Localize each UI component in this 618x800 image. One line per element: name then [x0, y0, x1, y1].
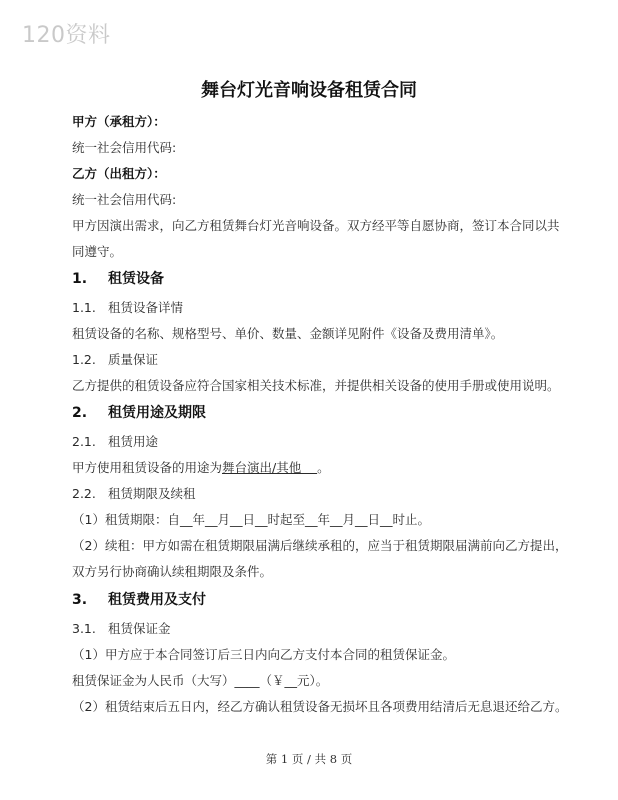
page-footer: 第 1 页 / 共 8 页 [265, 752, 353, 766]
clause-2-1-text [72, 460, 552, 476]
intro-line-1: 甲方因演出需求，向乙方租赁舞台灯光音响设备。双方经平等自愿协商，签订本合同以共 [72, 218, 560, 233]
section-number: 2. [72, 405, 88, 421]
clause-title: 租赁设备详情 [108, 300, 184, 315]
clause-3-1-deposit-amount: 租赁保证金为人民币（大写）____（￥__元）。 [72, 673, 329, 688]
section-number: 1. [72, 271, 88, 287]
clause-title: 租赁用途 [108, 434, 159, 449]
section-number: 3. [72, 592, 88, 608]
clause-title: 质量保证 [108, 352, 159, 367]
section-title: 租赁设备 [108, 271, 164, 287]
clause-number: 1.2. [72, 352, 96, 367]
usage-prefix: 甲方使用租赁设备的用途为 [72, 460, 223, 475]
clause-number: 1.1. [72, 300, 96, 315]
clause-1-2-heading [72, 352, 552, 368]
section-title: 租赁费用及支付 [108, 592, 206, 608]
watermark: 120资料 [22, 23, 111, 48]
party-a-credit-code: 统一社会信用代码: [72, 140, 177, 155]
clause-title: 租赁期限及续租 [108, 486, 196, 501]
clause-1-1-heading [72, 300, 552, 316]
intro-line-2: 同遵守。 [72, 244, 123, 259]
clause-2-2-heading [72, 486, 552, 502]
clause-number: 3.1. [72, 621, 96, 636]
clause-number: 2.1. [72, 434, 96, 449]
clause-2-2-renewal-line-1: （2）续租：甲方如需在租赁期限届满后继续承租的，应当于租赁期限届满前向乙方提出， [72, 538, 568, 553]
section-1-heading [72, 271, 552, 287]
party-b-credit-code: 统一社会信用代码: [72, 192, 177, 207]
clause-2-1-heading [72, 434, 552, 450]
usage-fill-field: 舞台演出/其他 [222, 460, 318, 475]
party-b-label: 乙方（出租方）： [72, 166, 166, 181]
section-title: 租赁用途及期限 [108, 405, 206, 421]
clause-1-2-text: 乙方提供的租赁设备应符合国家相关技术标准，并提供相关设备的使用手册或使用说明。 [72, 378, 560, 393]
clause-3-1-deposit-payment: （1）甲方应于本合同签订后三日内向乙方支付本合同的租赁保证金。 [72, 647, 455, 662]
party-a-label: 甲方（承租方）： [72, 114, 166, 129]
section-3-heading [72, 592, 552, 608]
clause-number: 2.2. [72, 486, 96, 501]
clause-title: 租赁保证金 [108, 621, 171, 636]
clause-3-1-heading [72, 621, 552, 637]
clause-3-1-deposit-refund: （2）租赁结束后五日内，经乙方确认租赁设备无损坏且各项费用结清后无息退还给乙方。 [72, 699, 568, 714]
section-2-heading [72, 405, 552, 421]
usage-suffix: 。 [317, 460, 330, 475]
document-title: 舞台灯光音响设备租赁合同 [201, 80, 417, 101]
clause-2-2-renewal-line-2: 双方另行协商确认续租期限及条件。 [72, 564, 273, 579]
clause-2-2-term: （1）租赁期限：自__年__月__日__时起至__年__月__日__时止。 [72, 512, 430, 527]
clause-1-1-text: 租赁设备的名称、规格型号、单价、数量、金额详见附件《设备及费用清单》。 [72, 326, 504, 341]
